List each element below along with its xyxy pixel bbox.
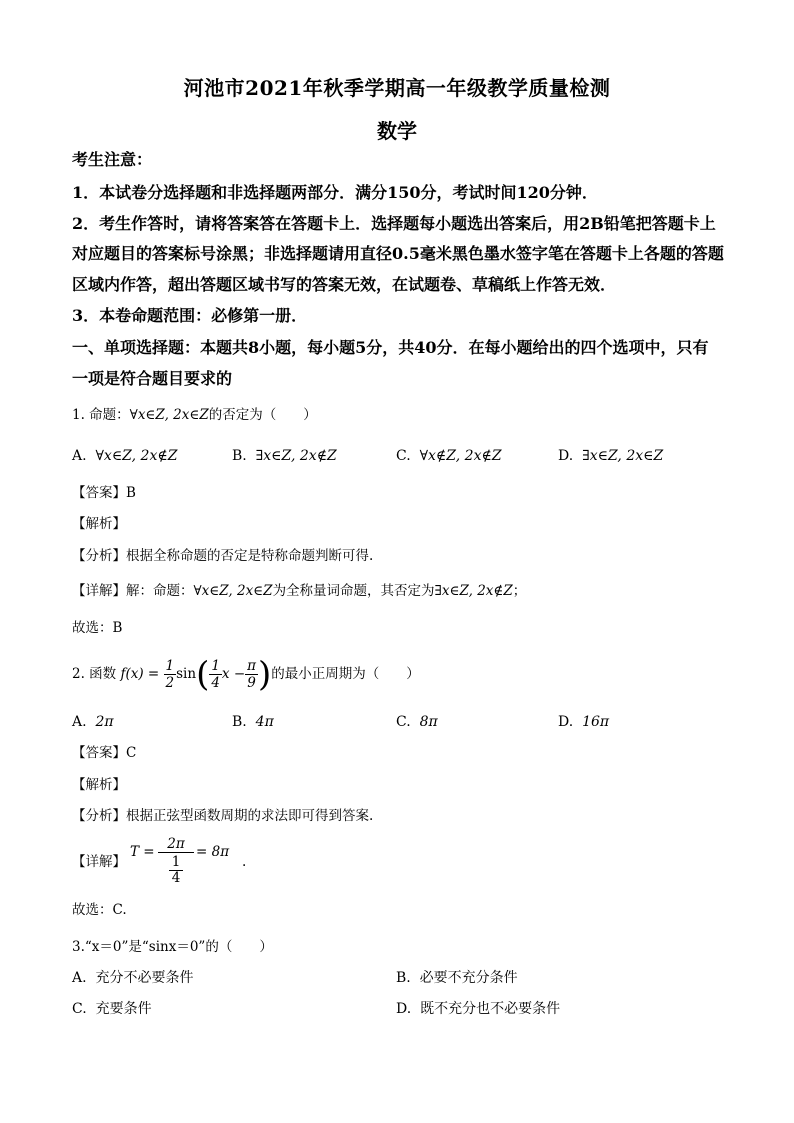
q2-option-c [396,712,438,732]
q3-stem: 3.“x＝0”是“sinx＝0”的（ ） [72,939,273,955]
q2-analysis-tag: 【解析】 [72,777,126,793]
q2-detail-inner-fraction [169,855,183,886]
q1-detail-formula-1: ∀x∈Z, 2x∈Z [193,583,273,599]
q2-option-a [72,712,114,732]
q2-fraction-pi-9 [245,658,258,691]
q1-option-d-text: ∃x∈Z, 2x∈Z [582,448,664,464]
q2-detail-top-numerator: 2π [158,836,194,853]
q2-detail-period: . [242,854,247,870]
q2-pi-denominator: 9 [247,675,256,691]
q2-detail-tag: 【详解】 [72,854,126,870]
q2-stem-prefix: 2. 函数 [72,666,117,682]
q2-quarter-numerator: 1 [211,658,220,674]
q1-analysis-tag: 【解析】 [72,516,126,532]
q2-option-a-text: 2π [95,714,114,730]
q2-fraction-quarter [209,658,222,691]
q2-sin: sin [176,666,197,682]
q2-option-d-label: D. [558,714,574,730]
q1-option-d-label: D. [558,448,574,464]
q1-detail-prefix: 【详解】解：命题： [72,583,194,599]
q2-quarter-denominator: 4 [211,675,220,691]
exam-subject: 数学 [377,119,417,143]
notice-item-2-line-2: 对应题目的答案标号涂黑；非选择题请用直径0.5毫米黑色墨水签字笔在答题卡上各题的答题 [72,244,724,263]
q2-option-c-text: 8π [419,714,438,730]
q2-answer: 【答案】C [72,745,137,761]
notice-item-2-line-3: 区域内作答，超出答题区域书写的答案无效，在试题卷、草稿纸上作答无效． [72,275,617,294]
section-1-heading-line-2: 一项是符合题目要求的 [72,369,233,388]
q2-detail-T: T = [130,844,155,860]
q3-option-b [396,968,518,988]
q2-option-b-label: B. [232,714,247,730]
q1-stem-prefix: 1. 命题： [72,407,130,423]
q2-function-name: f(x) = [120,666,160,682]
q1-stem [72,405,732,425]
q1-detail-middle: 为全称量词命题，其否定为 [272,583,435,599]
q2-detail [72,836,732,892]
q2-option-d-text: 16π [582,714,610,730]
q3-option-d [396,999,560,1019]
q2-choose: 故选：C. [72,902,127,918]
q3-option-b-text: 必要不充分条件 [419,970,518,986]
q2-analysis: 【分析】根据正弦型函数周期的求法即可得到答案. [72,808,374,824]
q2-detail-inner-denominator: 4 [171,870,181,886]
q3-option-a [72,968,193,988]
q2-option-a-label: A. [72,714,87,730]
q2-detail-compound-fraction [158,836,194,886]
q1-analysis: 【分析】根据全称命题的否定是特称命题判断可得. [72,548,374,564]
q2-right-paren: ) [258,654,272,695]
q3-option-a-text: 充分不必要条件 [95,970,194,986]
q2-option-b-text: 4π [255,714,274,730]
q2-x-minus: x − [221,666,246,682]
q1-option-b-label: B. [232,448,247,464]
q2-option-c-label: C. [396,714,411,730]
q1-option-c-label: C. [396,448,411,464]
q2-detail-result: = 8π [196,844,230,860]
q1-detail-formula-2: ∃x∈Z, 2x∉Z [434,583,513,599]
q1-option-c-text: ∀x∉Z, 2x∉Z [419,448,502,464]
q1-answer: 【答案】B [72,485,136,501]
q3-option-c [72,999,152,1019]
q1-option-d [558,446,663,466]
q2-half-numerator: 1 [165,658,175,674]
q1-option-c [396,446,502,466]
q1-detail-suffix: ； [512,583,527,599]
q1-stem-suffix: 的否定为（ ） [208,407,317,423]
q1-stem-formula: ∀x∈Z, 2x∈Z [129,407,209,423]
section-1-heading-line-1: 一、单项选择题：本题共8小题，每小题5分，共40分．在每小题给出的四个选项中，只有 [72,338,709,357]
q2-detail-inner-numerator: 1 [169,855,183,871]
q1-option-a [72,446,177,466]
notice-item-1: 1．本试卷分选择题和非选择题两部分．满分150分，考试时间120分钟． [72,183,598,202]
exam-title: 河池市2021年秋季学期高一年级教学质量检测 [183,76,611,100]
notice-item-3: 3．本卷命题范围：必修第一册． [72,306,308,325]
q1-detail [72,581,732,601]
q2-option-b [232,712,274,732]
q2-stem [72,654,732,698]
q1-option-a-label: A. [72,448,87,464]
notice-item-2-line-1: 2．考生作答时，请将答案答在答题卡上．选择题每小题选出答案后，用2B铅笔把答题卡上 [72,214,716,233]
q3-option-d-text: 既不充分也不必要条件 [420,1001,561,1017]
q2-left-paren: ( [196,654,210,695]
q3-option-c-label: C. [72,1001,87,1017]
q3-option-a-label: A. [72,970,87,986]
q1-option-a-text: ∀x∈Z, 2x∉Z [95,448,178,464]
q2-fraction-half [164,658,177,691]
notice-heading: 考生注意： [72,150,153,169]
q2-pi-numerator: π [247,658,257,674]
q2-half-denominator: 2 [165,675,175,691]
q2-stem-suffix: 的最小正周期为（ ） [271,666,420,682]
q1-option-b [232,446,337,466]
q3-option-d-label: D. [396,1001,412,1017]
q3-option-b-label: B. [396,970,411,986]
q1-option-b-text: ∃x∈Z, 2x∉Z [255,448,337,464]
q3-option-c-text: 充要条件 [95,1001,152,1017]
q1-choose: 故选：B [72,620,123,636]
q2-option-d [558,712,609,732]
